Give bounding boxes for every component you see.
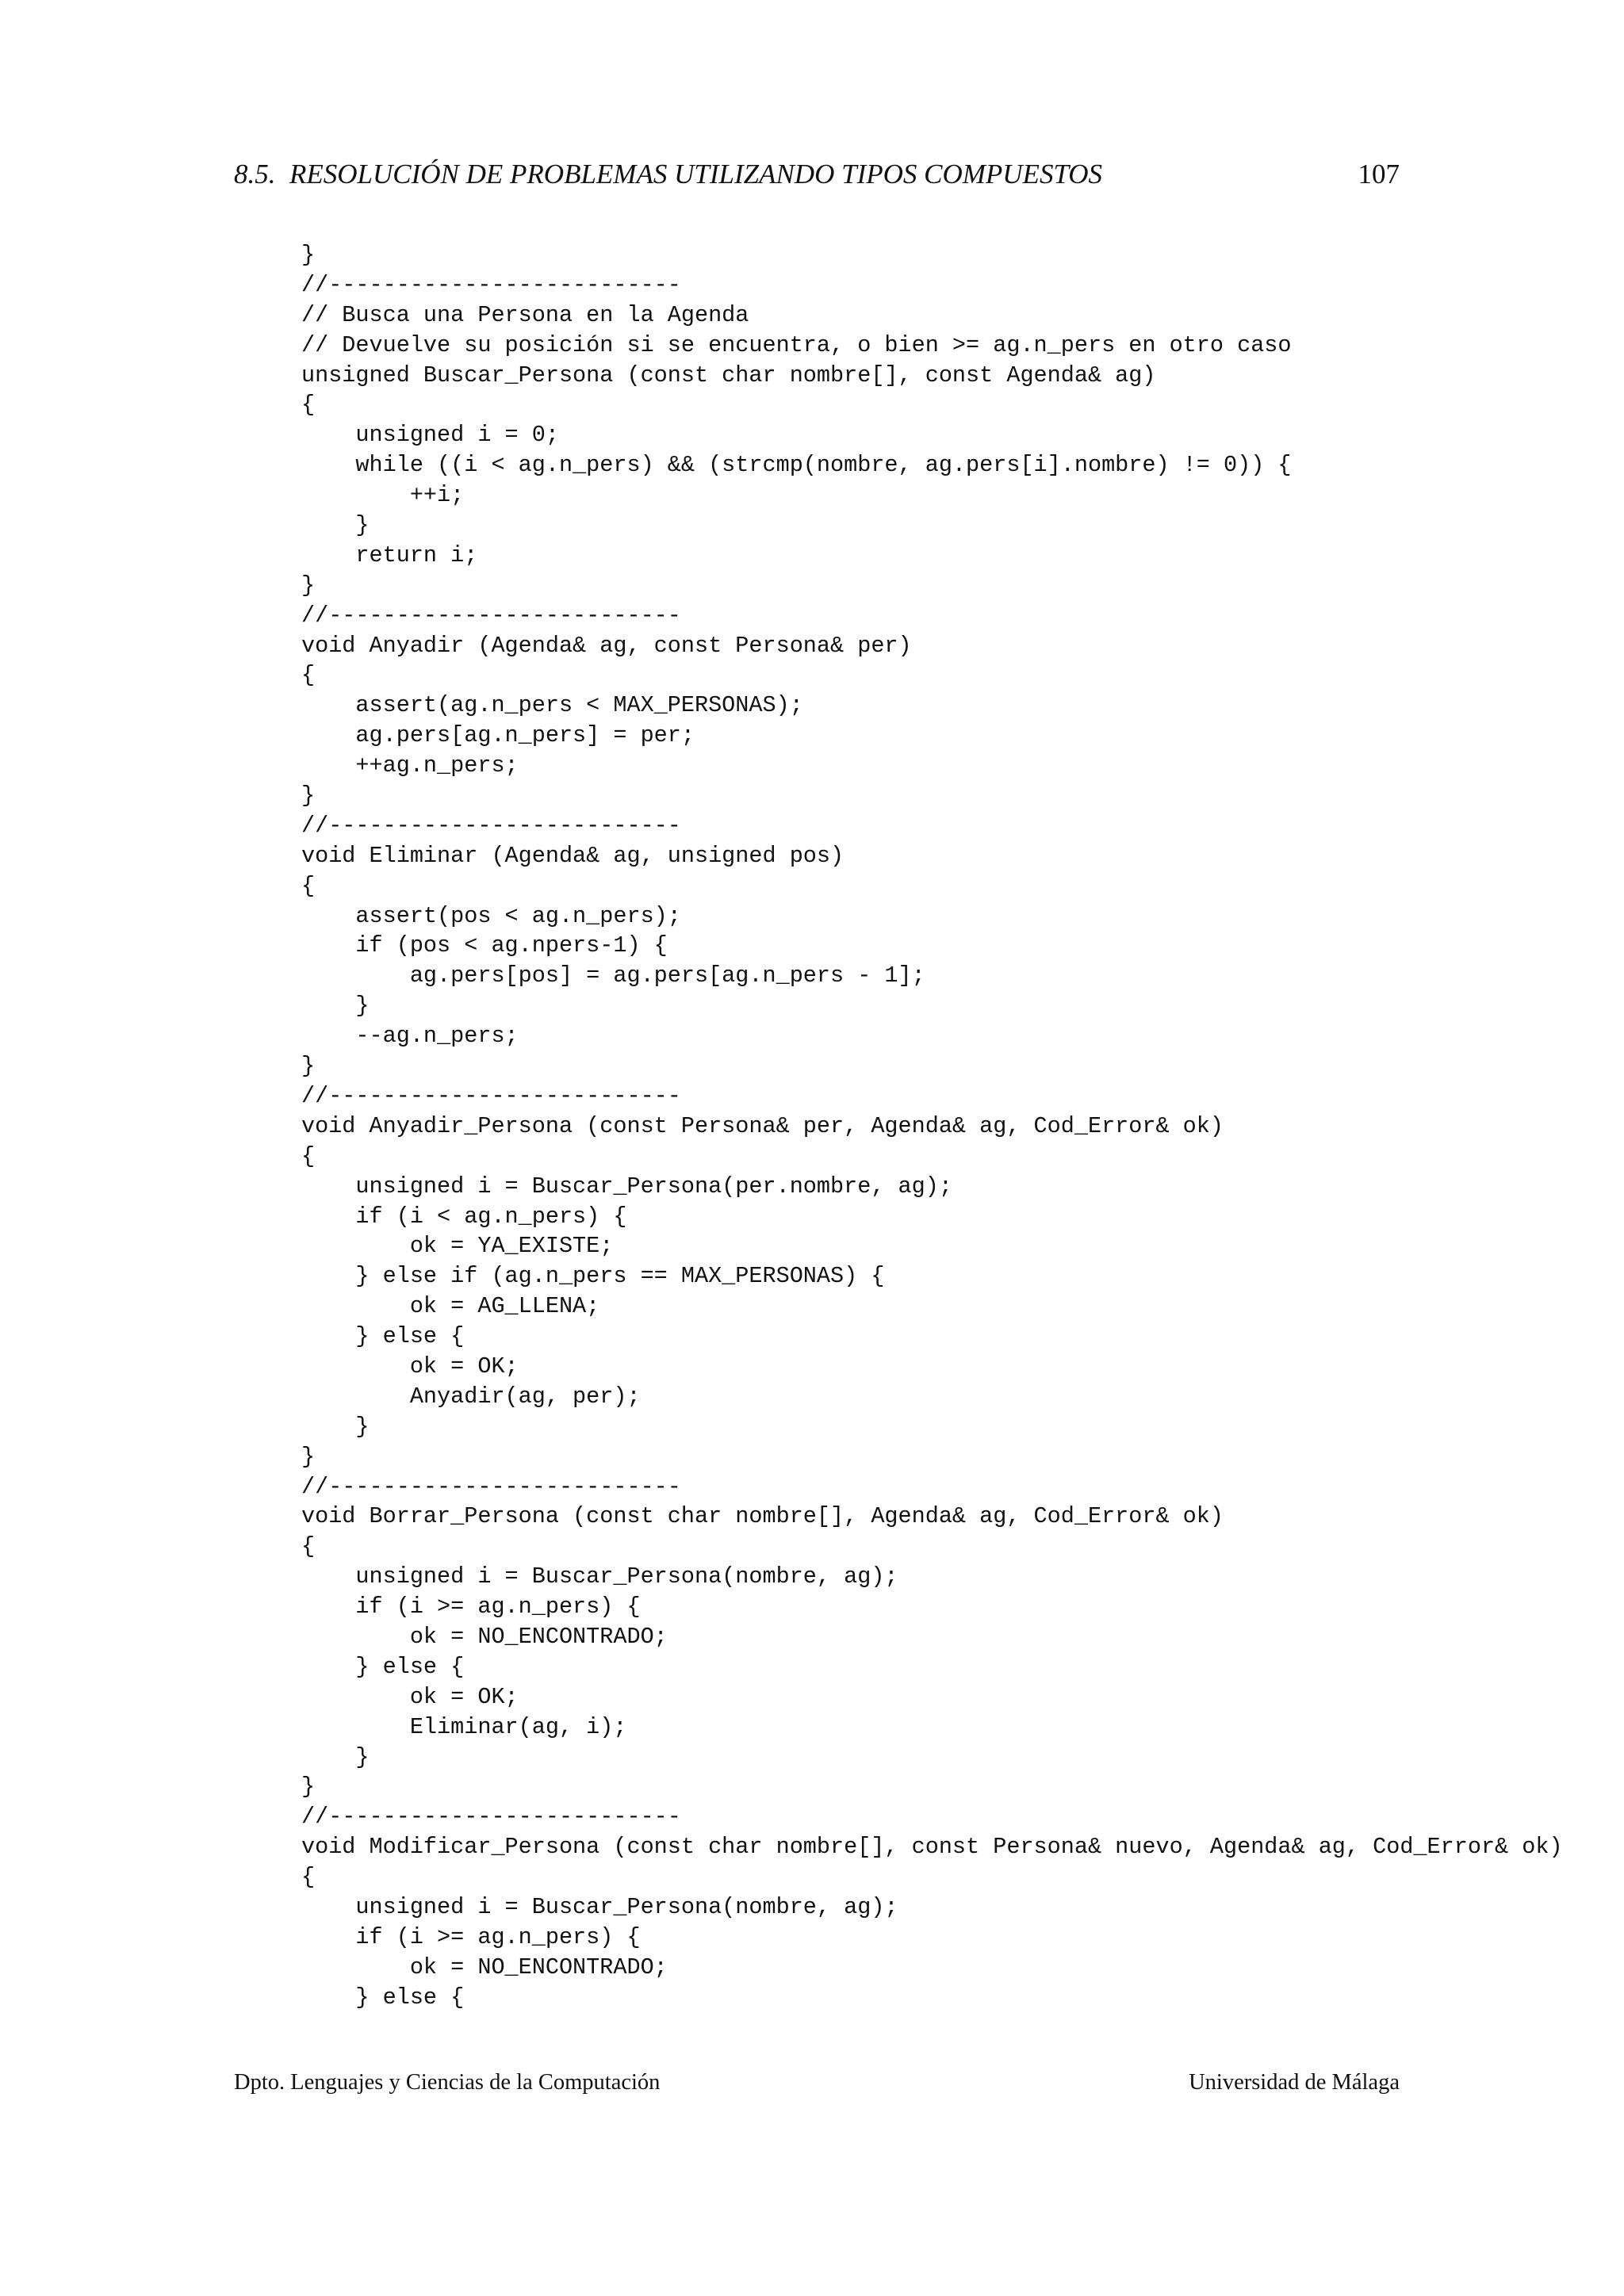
footer-department: Dpto. Lenguajes y Ciencias de la Computación bbox=[234, 2070, 661, 2095]
footer-university: Universidad de Málaga bbox=[1189, 2070, 1400, 2095]
code-line: } bbox=[301, 993, 370, 1020]
code-line: } bbox=[301, 1053, 316, 1080]
code-line: if (i < ag.n_pers) { bbox=[301, 1203, 627, 1230]
code-line: while ((i < ag.n_pers) && (strcmp(nombre, ag.pers[i].nombre) != 0)) { bbox=[301, 452, 1292, 479]
code-line: } bbox=[301, 1443, 316, 1470]
code-line: ok = OK; bbox=[301, 1683, 519, 1710]
code-line: } bbox=[301, 1743, 370, 1770]
code-line: } else { bbox=[301, 1653, 465, 1680]
code-line: ok = OK; bbox=[301, 1353, 519, 1380]
code-line: } bbox=[301, 1774, 316, 1800]
code-line: assert(pos < ag.n_pers); bbox=[301, 902, 681, 929]
code-line: unsigned i = 0; bbox=[301, 422, 559, 449]
code-line: ++ag.n_pers; bbox=[301, 752, 519, 779]
code-line: } bbox=[301, 512, 370, 539]
code-line: Anyadir(ag, per); bbox=[301, 1383, 641, 1410]
page-number: 107 bbox=[1358, 159, 1400, 189]
code-line: { bbox=[301, 662, 316, 689]
code-line: void Borrar_Persona (const char nombre[], Agenda& ag, Cod_Error& ok) bbox=[301, 1503, 1224, 1530]
code-line: { bbox=[301, 872, 316, 899]
code-line: Eliminar(ag, i); bbox=[301, 1713, 627, 1740]
code-line: if (i >= ag.n_pers) { bbox=[301, 1594, 641, 1621]
code-line: //-------------------------- bbox=[301, 602, 681, 629]
code-line: ok = NO_ENCONTRADO; bbox=[301, 1623, 668, 1650]
code-line: unsigned Buscar_Persona (const char nombre[], const Agenda& ag) bbox=[301, 362, 1156, 388]
running-header bbox=[234, 155, 1400, 193]
code-line: void Anyadir (Agenda& ag, const Persona& per) bbox=[301, 632, 912, 659]
code-line: { bbox=[301, 1533, 316, 1560]
code-line: --ag.n_pers; bbox=[301, 1023, 519, 1050]
code-line: ok = YA_EXISTE; bbox=[301, 1233, 614, 1260]
code-line: if (pos < ag.npers-1) { bbox=[301, 932, 668, 959]
code-line: void Anyadir_Persona (const Persona& per, Agenda& ag, Cod_Error& ok) bbox=[301, 1112, 1224, 1139]
page-footer bbox=[234, 2067, 1400, 2099]
code-line: ag.pers[pos] = ag.pers[ag.n_pers - 1]; bbox=[301, 962, 925, 989]
code-line: ok = AG_LLENA; bbox=[301, 1293, 600, 1320]
code-line: } else { bbox=[301, 1323, 465, 1350]
code-line: } bbox=[301, 1413, 370, 1440]
code-line: //-------------------------- bbox=[301, 1804, 681, 1831]
code-line: assert(ag.n_pers < MAX_PERSONAS); bbox=[301, 692, 803, 719]
code-line: return i; bbox=[301, 541, 478, 568]
code-line: ++i; bbox=[301, 482, 465, 509]
section-title: 8.5. RESOLUCIÓN DE PROBLEMAS UTILIZANDO TIPOS COMPUESTOS bbox=[234, 159, 1103, 189]
code-line: { bbox=[301, 1142, 316, 1169]
code-line: ok = NO_ENCONTRADO; bbox=[301, 1954, 668, 1980]
code-line: //-------------------------- bbox=[301, 271, 681, 298]
code-line: //-------------------------- bbox=[301, 812, 681, 839]
code-listing bbox=[301, 240, 1563, 2013]
code-line: unsigned i = Buscar_Persona(nombre, ag); bbox=[301, 1563, 898, 1590]
code-line: unsigned i = Buscar_Persona(per.nombre, ag); bbox=[301, 1173, 952, 1200]
code-line: } bbox=[301, 572, 316, 599]
code-line: } else if (ag.n_pers == MAX_PERSONAS) { bbox=[301, 1263, 885, 1290]
code-line: void Eliminar (Agenda& ag, unsigned pos) bbox=[301, 842, 845, 869]
code-line: ag.pers[ag.n_pers] = per; bbox=[301, 722, 695, 749]
code-line: // Devuelve su posición si se encuentra, o bien >= ag.n_pers en otro caso bbox=[301, 331, 1292, 358]
code-line: { bbox=[301, 1864, 316, 1891]
code-line: //-------------------------- bbox=[301, 1082, 681, 1109]
code-line: unsigned i = Buscar_Persona(nombre, ag); bbox=[301, 1893, 898, 1920]
code-line: } else { bbox=[301, 1984, 465, 2011]
code-line: if (i >= ag.n_pers) { bbox=[301, 1923, 641, 1950]
code-line: // Busca una Persona en la Agenda bbox=[301, 301, 749, 328]
code-line: void Modificar_Persona (const char nombre[], const Persona& nuevo, Agenda& ag, Cod_Error& ok) bbox=[301, 1834, 1563, 1861]
code-line: //-------------------------- bbox=[301, 1473, 681, 1500]
code-line: } bbox=[301, 783, 316, 809]
code-line: { bbox=[301, 392, 316, 419]
code-line: } bbox=[301, 242, 316, 268]
